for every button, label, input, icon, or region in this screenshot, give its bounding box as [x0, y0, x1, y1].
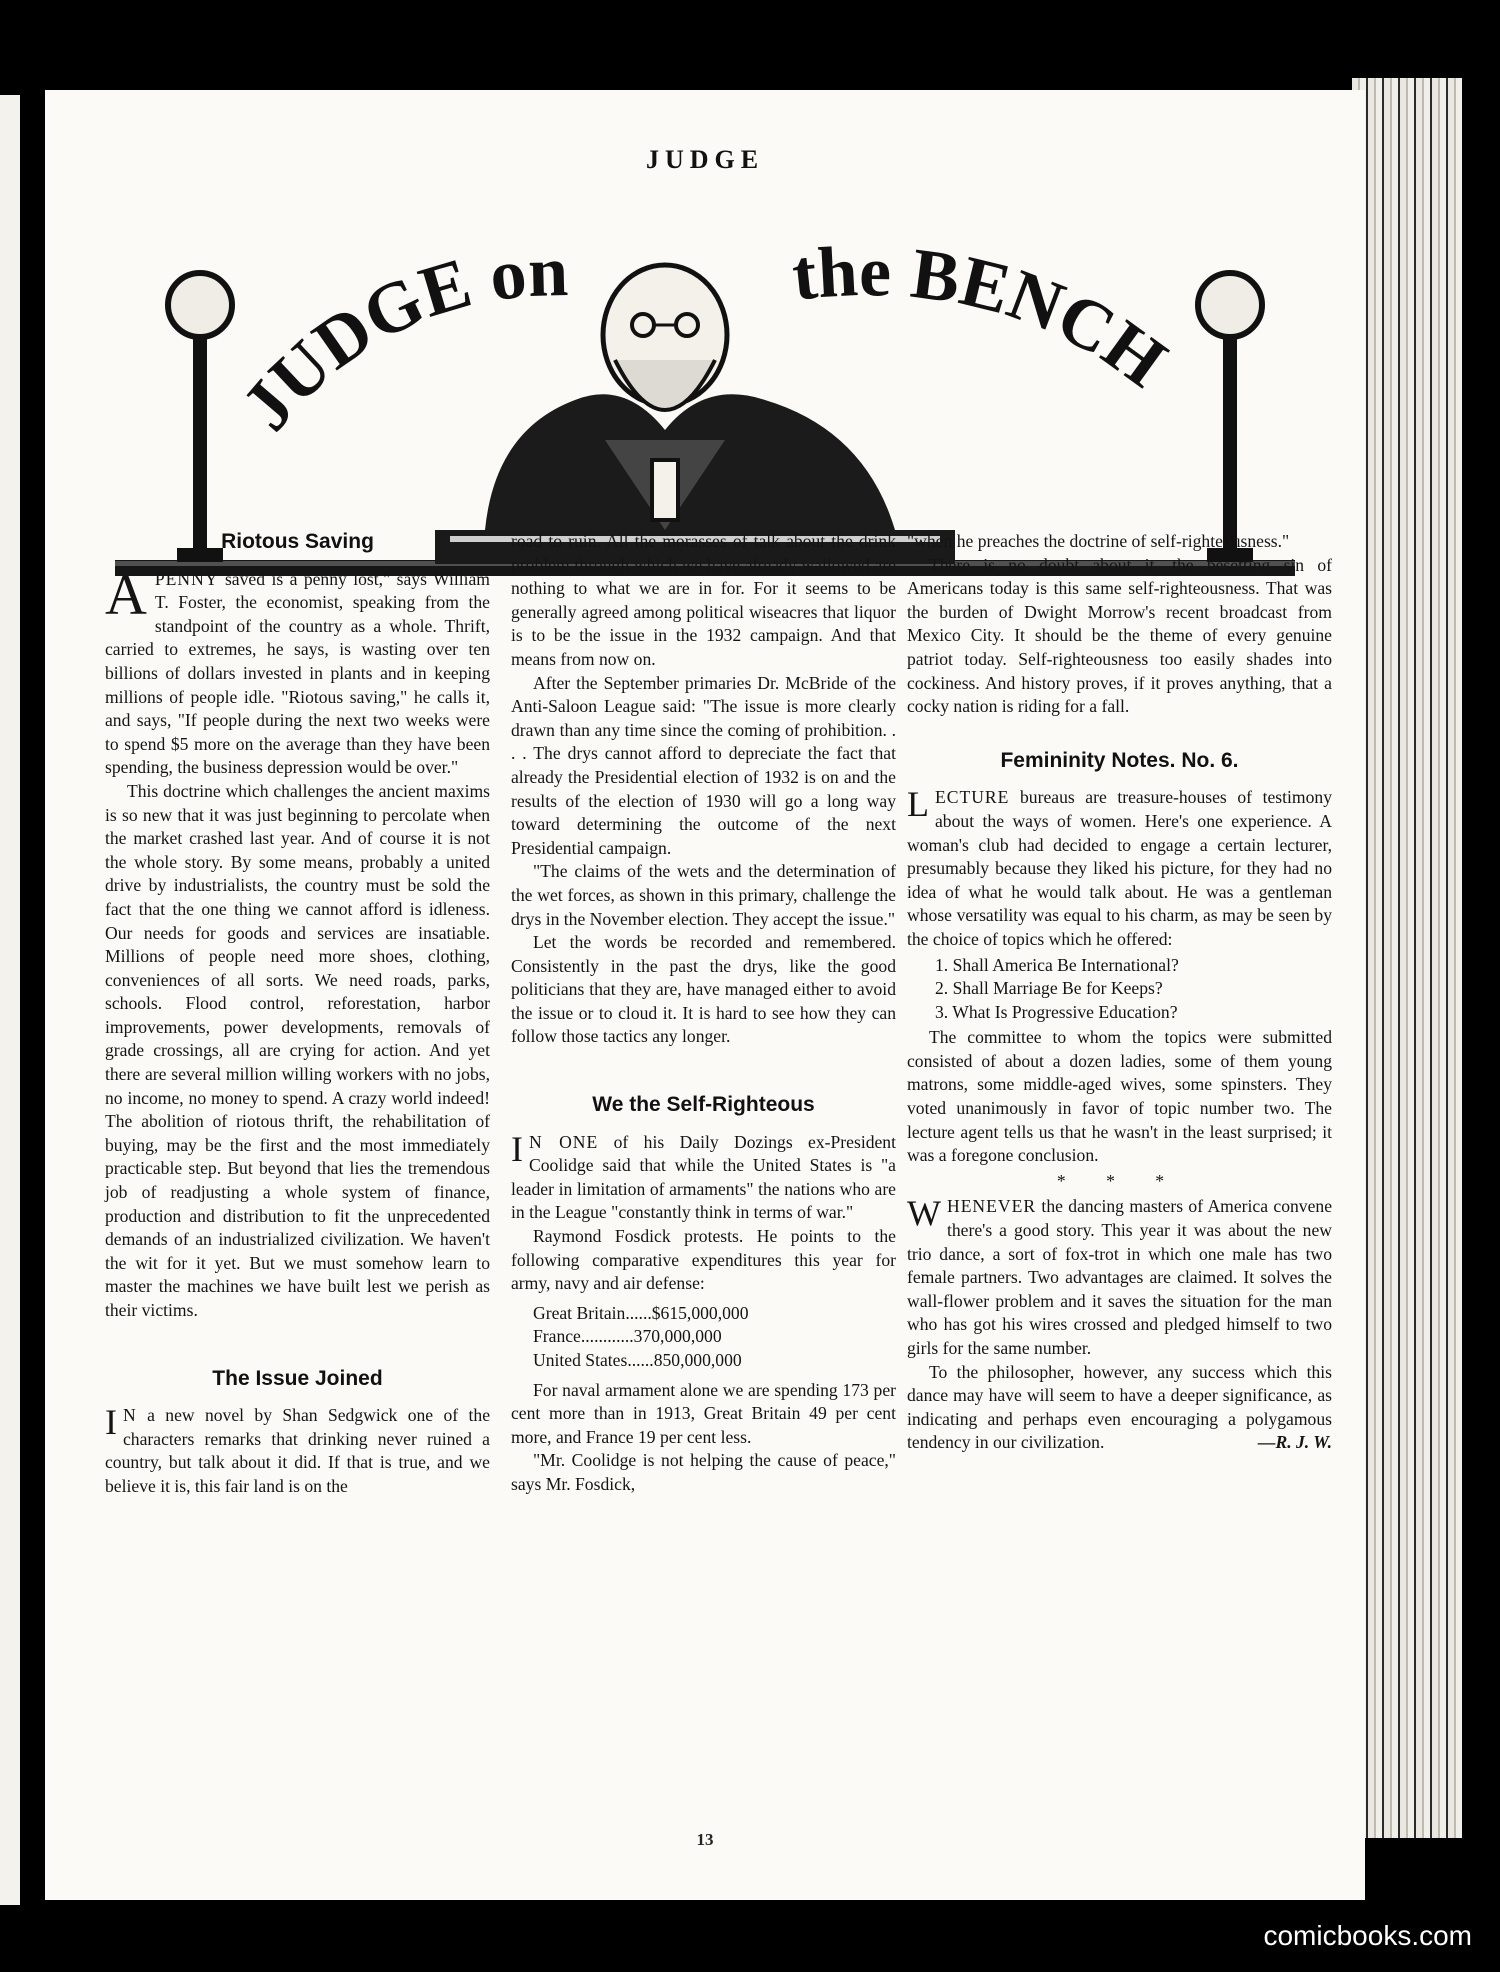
country-name: France — [533, 1326, 581, 1347]
paragraph-text: To the philosopher, however, any success which this dance may have will seem to have a deeper significance, as indicating and perhaps even encouraging a polygamous tendency in our civilization. — [907, 1361, 1332, 1453]
paragraph: After the September primaries Dr. McBride of the Anti-Saloon League said: "The issue is more clearly drawn than any time since the coming of prohibition. . . . The drys cannot afford to depreciate the fact that already the Presidential election of 1932 is on and the results of the election of 1930 will go a long way toward determining the outcome of the next Presidential campaign. — [511, 672, 896, 858]
paragraph: "Mr. Coolidge is not helping the cause of peace," says Mr. Fosdick, — [511, 1450, 896, 1494]
page-stack-edge — [1352, 78, 1462, 1838]
left-page-edge — [0, 95, 20, 1905]
banner-title-right-text: the BENCH — [788, 231, 1181, 403]
paragraph — [907, 1361, 1332, 1455]
paragraph — [105, 561, 490, 780]
country-name: Great Britain — [533, 1302, 626, 1323]
paragraph-text: a new novel by Shan Sedgwick one of the characters remarks that drinking never ruined a country, but talk about it did. If that is true, and we believe it is, this fair land is on the — [105, 1405, 490, 1496]
list-item: 2. Shall Marriage Be for Keeps? — [935, 978, 1163, 999]
paragraph: "The claims of the wets and the determination of the wet forces, as shown in this primary, challenge the drys in the November election. They accept the issue." — [511, 861, 896, 929]
amount: $615,000,000 — [651, 1302, 749, 1323]
magazine-page — [45, 90, 1365, 1900]
paragraph: This doctrine which challenges the ancient maxims is so new that it was just beginning to percolate when the market crashed last year. And of course it is not the whole story. By some means, probably a united drive by industrialists, the country must be sold the fact that the one thing we cannot afford is idleness. Our needs for goods and services are insatiable. Millions of people need more shoes, clothing, conveniences of all sorts. We need roads, parks, schools. Flood control, reforestation, harbor improvements, power developments, removals of grade crossings, all are crying for action. And yet there are several million willing workers with no jobs, no income, no money to spend. A crazy world indeed! The abolition of riotous thrift, the rehabilitation of buying, may be the first and the most immediately practicable step. But beyond that lies the tremendous job of readjusting a whole system of finance, production and distribution to fit the unprecedented demands of an industrialized civilization. We haven't the wit for it yet. But we must somehow learn to master the machines we have built lest we perish as their victims. — [105, 780, 490, 1320]
leader-dots: ............ — [580, 1326, 634, 1347]
masthead: JUDGE — [645, 145, 765, 174]
watermark: comicbooks.com — [1263, 1920, 1472, 1951]
paragraph: The committee to whom the topics were submitted consisted of about a dozen ladies, some of them young matrons, some middle-aged wives, some spinsters. They voted unanimously in favor of topic number two. The lecture agent tells us that he wasn't in the least surprised; it was a foregone conclusion. — [907, 1027, 1332, 1166]
paragraph — [105, 1404, 490, 1498]
column-1 — [105, 530, 490, 1499]
banner-title-left-text: JUDGE on — [226, 231, 570, 446]
drop-cap: I — [105, 1402, 117, 1443]
page-number: 13 — [696, 1830, 714, 1849]
amount: 370,000,000 — [633, 1326, 722, 1347]
book-gutter — [20, 95, 38, 1905]
headline-issue-joined: The Issue Joined — [212, 1366, 383, 1390]
paragraph-text: of his Daily Dozings ex-President Coolidge said that while the United States is "a leader in limitation of armaments" the nations who are in the League "constantly think in terms of war." — [511, 1131, 896, 1223]
paragraph: For naval armament alone we are spending 173 per cent more than in 1913, Great Britain 49 per cent more, and France 19 per cent less. — [511, 1379, 896, 1447]
list-item: 1. Shall America Be International? — [935, 954, 1179, 975]
column-3 — [907, 530, 1332, 1455]
small-caps-lead: PENNY — [154, 568, 219, 589]
left-lamp-icon — [168, 273, 232, 562]
table-row — [533, 1349, 896, 1373]
small-caps-lead: N — [123, 1405, 137, 1426]
table-row — [533, 1302, 896, 1326]
headline-self-righteous: We the Self-Righteous — [592, 1093, 815, 1117]
paragraph: Raymond Fosdick protests. He points to the following comparative expenditures this year for army, navy and air defense: — [511, 1226, 896, 1294]
paragraph — [907, 786, 1332, 951]
paragraph-text: bureaus are treasure-houses of testimony about the ways of women. Here's one experience. A woman's club had decided to engage a certain lecturer, presumably because they liked his picture, for they had no idea of what he would talk about. He was a gentleman whose versatility was equal to his charm, as may be seen by the choice of topics which he offered: — [907, 787, 1332, 949]
table-row — [533, 1325, 896, 1349]
section-divider: * * * — [1056, 1170, 1183, 1191]
paragraph: road to ruin. All the morasses of talk about the drink problem through which we have already wallowed are nothing to what we are in for. For it seems to be generally agreed among political wiseacres that liquor is to be the issue in the 1932 campaign. And that means from now on. — [511, 531, 896, 669]
list-item: 3. What Is Progressive Education? — [935, 1001, 1178, 1022]
drop-cap: W — [907, 1193, 941, 1234]
topic-list — [935, 954, 1332, 1025]
headline-riotous-saving: Riotous Saving — [221, 530, 374, 553]
small-caps-lead: ECTURE — [935, 787, 1010, 808]
drop-cap: I — [511, 1128, 523, 1169]
right-lamp-icon — [1198, 273, 1262, 562]
author-signature: —R. J. W. — [1257, 1432, 1332, 1453]
paragraph — [511, 1128, 896, 1225]
amount: 850,000,000 — [653, 1350, 742, 1370]
headline-femininity-notes: Femininity Notes. No. 6. — [1000, 748, 1239, 772]
drop-cap: L — [907, 784, 929, 825]
expenditure-table — [533, 1302, 896, 1373]
paragraph-text: saved is a penny lost," says William T. Foster, the economist, speaking from the standpoint of the country as a whole. Thrift, carried to extremes, he says, is wasting over ten billions of dollars invested in plants and in keeping millions of people idle. "Riotous saving," he calls it, and says, "If people during the next two weeks were to spend $5 more on the average than they have been spending, the business depression would be over." — [105, 568, 490, 778]
paragraph: Let the words be recorded and remembered. Consistently in the past the drys, like the good politicians that they are, have managed either to avoid the issue or to cloud it. It is hard to see how they can follow those tactics any longer. — [511, 932, 896, 1047]
small-caps-lead: N ONE — [529, 1131, 599, 1152]
leader-dots: ...... — [625, 1302, 652, 1323]
paragraph: "when he preaches the doctrine of self-righteousness." — [907, 531, 1290, 551]
column-2 — [511, 530, 896, 1497]
paragraph: There is no doubt about it, the besetting sin of Americans today is this same self-righteousness. That was the burden of Dwight Morrow's recent broadcast from Mexico City. It should be the theme of every genuine patriot today. Self-righteousness too easily shades into cockiness. And history proves, if it proves anything, that a cocky nation is riding for a fall. — [907, 554, 1332, 717]
drop-cap: A — [105, 561, 147, 627]
leader-dots: ...... — [627, 1350, 654, 1370]
banner-title-left — [226, 231, 569, 445]
small-caps-lead: HENEVER — [946, 1196, 1037, 1217]
paragraph — [907, 1195, 1332, 1360]
banner-title-right — [788, 231, 1180, 402]
paragraph-text: the dancing masters of America convene there's a good story. This year it was about the new trio dance, a sort of fox-trot in which one male has two female partners. Two advantages are claimed. It solves the wall-flower problem and it saves the situation for the man who has got his wires crossed and pledged himself to two girls for the same number. — [907, 1196, 1332, 1358]
country-name: United States — [533, 1350, 628, 1370]
